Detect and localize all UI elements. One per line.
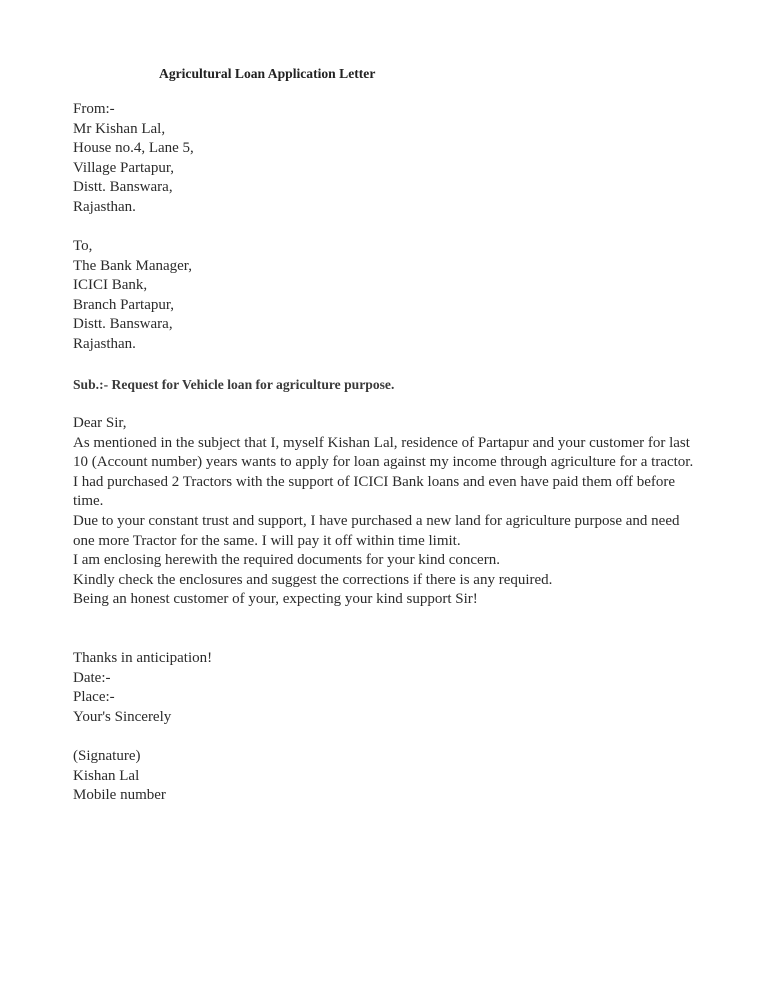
body-paragraph: Kindly check the enclosures and suggest the corrections if there is any required. <box>73 571 553 588</box>
recipient-district: Distt. Banswara, <box>73 316 173 333</box>
letter-title: Agricultural Loan Application Letter <box>159 66 376 81</box>
date-field: Date:- <box>73 669 111 686</box>
letter-closing <box>73 649 713 727</box>
sender-name: Mr Kishan Lal, <box>73 120 166 137</box>
recipient-branch: Branch Partapur, <box>73 296 175 313</box>
sender-house: House no.4, Lane 5, <box>73 140 194 157</box>
body-paragraph: Being an honest customer of your, expecting your kind support Sir! <box>73 591 478 608</box>
signature-block <box>73 747 713 806</box>
signature-label: (Signature) <box>73 748 141 764</box>
signer-name: Kishan Lal <box>73 767 140 784</box>
letter-subject: Sub.:- Request for Vehicle loan for agriculture purpose. <box>73 377 395 392</box>
mobile-number: Mobile number <box>73 787 166 804</box>
recipient-address <box>73 237 713 355</box>
sender-state: Rajasthan. <box>73 198 136 215</box>
letter-body <box>73 414 701 610</box>
sender-village: Village Partapur, <box>73 159 174 176</box>
body-paragraph: I am enclosing herewith the required documents for your kind concern. <box>73 552 500 569</box>
salutation: Dear Sir, <box>73 415 127 431</box>
recipient-state: Rajasthan. <box>73 335 136 352</box>
recipient-title: The Bank Manager, <box>73 257 192 274</box>
body-paragraph: Due to your constant trust and support, I have purchased a new land for agriculture purpose and need one more Tractor for the same. I will pay it off within time limit. <box>73 512 680 549</box>
recipient-bank: ICICI Bank, <box>73 277 148 294</box>
body-paragraph: As mentioned in the subject that I, myself Kishan Lal, residence of Partapur and your customer for last 10 (Account number) years wants to apply for loan against my income through agriculture for a tractor. <box>73 434 694 471</box>
to-label: To, <box>73 238 93 254</box>
body-paragraph: I had purchased 2 Tractors with the support of ICICI Bank loans and even have paid them off before time. <box>73 473 676 510</box>
place-field: Place:- <box>73 689 115 706</box>
thanks-line: Thanks in anticipation! <box>73 650 213 666</box>
sign-off: Your's Sincerely <box>73 708 172 725</box>
sender-address <box>73 100 713 218</box>
from-label: From:- <box>73 101 115 117</box>
sender-district: Distt. Banswara, <box>73 179 173 196</box>
